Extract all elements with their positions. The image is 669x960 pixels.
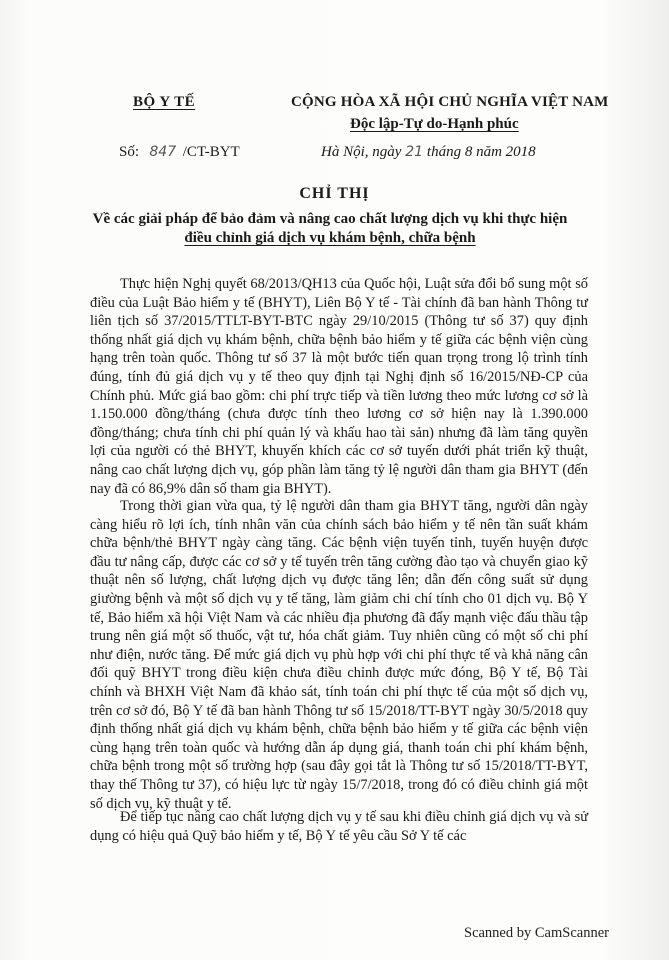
paragraph-text: Thực hiện Nghị quyết 68/2013/QH13 của Quốc hội, Luật sửa đổi bổ sung một số điều của Luật Bảo hiểm y tế (BHYT), Liên Bộ Y tế - Tài chính đã ban hành Thông tư liên tịch số 37/2015/TTLT-BYT-BTC ngày 29/10/2015 (Thông tư số 37) quy định thống nhất giá dịch vụ khám bệnh, chữa bệnh bảo hiểm y tế giữa các bệnh viện cùng hạng trên toàn quốc. Thông tư số 37 là một bước tiến quan trọng trong lộ trình tính đúng, tính đủ giá dịch vụ y tế theo quy định tại Nghị định số 16/2015/NĐ-CP của Chính phủ. Mức giá bao gồm: chi phí trực tiếp và tiền lương theo mức lương cơ sở là 1.150.000 đồng/tháng (chưa được tính theo lương cơ sở hiện nay là 1.390.000 đồng/tháng; chưa tính chi phí quản lý và khấu hao tài sản) nhưng đã làm tăng quyền lợi của người có thẻ BHYT, khuyến khích các cơ sở tuyến dưới phát triển kỹ thuật, nâng cao chất lượng dịch vụ, góp phần làm tăng tỷ lệ người dân tham gia BHYT (đến nay đã có 86,9% dân số tham gia BHYT). xyxy=(90,276,588,497)
paragraph-text: Để tiếp tục nâng cao chất lượng dịch vụ y tế sau khi điều chỉnh giá dịch vụ và sử dụng có hiệu quả Quỹ bảo hiểm y tế, Bộ Y tế yêu cầu Sở Y tế các xyxy=(90,809,588,844)
paragraph-1 xyxy=(90,275,588,498)
date-suffix: tháng 8 năm 2018 xyxy=(426,144,536,160)
document-number xyxy=(119,144,240,161)
document-title: CHỈ THỊ xyxy=(299,185,370,202)
issuing-agency: BỘ Y TẾ xyxy=(133,94,196,110)
doc-no-suffix: /CT-BYT xyxy=(182,144,240,160)
doc-no-handwritten: 847 xyxy=(149,144,177,160)
subtitle-line-2: điều chỉnh giá dịch vụ khám bệnh, chữa bệnh xyxy=(184,230,476,246)
doc-no-label: Số: xyxy=(119,144,140,160)
national-motto: Độc lập-Tự do-Hạnh phúc xyxy=(350,116,519,132)
paragraph-2 xyxy=(90,497,588,813)
paragraph-text: Trong thời gian vừa qua, tỷ lệ người dân tham gia BHYT tăng, người dân ngày càng hiểu rõ lợi ích, tính nhân văn của chính sách bảo hiểm y tế nên tần suất khám chữa bệnh/thẻ BHYT ngày càng tăng. Các bệnh viện tuyến tỉnh, tuyến huyện được đầu tư nâng cấp, được các cơ sở y tế tuyến trên tăng cường đào tạo và chuyển giao kỹ thuật nên số lượng, chất lượng dịch vụ được tăng lên; dẫn đến công suất sử dụng giường bệnh và một số dịch vụ y tế tăng, làm giảm chi chí tính cho 01 dịch vụ. Bộ Y tế, Bảo hiểm xã hội Việt Nam và các nhiều địa phương đã đẩy mạnh việc đấu thầu tập trung nên giá một số thuốc, vật tư, hóa chất giảm. Tuy nhiên cũng có một số chi phí như điện, nước tăng. Để mức giá dịch vụ phù hợp với chi phí thực tế và khả năng cân đối quỹ BHYT trong điều kiện chưa điều chỉnh được mức đóng, Bộ Y tế, Bộ Tài chính và BHXH Việt Nam đã khảo sát, tính toán chi phí thực tế của một số dịch vụ, trên cơ sở đó, Bộ Y tế đã ban hành Thông tư số 15/2018/TT-BYT ngày 30/5/2018 quy định thống nhất giá dịch vụ khám bệnh, chữa bệnh bảo hiểm y tế giữa các bệnh viện cùng hạng trên toàn quốc và hướng dẫn áp dụng giá, thanh toán chi phí khám bệnh, chữa bệnh trong một số trường hợp (sau đây gọi tắt là Thông tư số 15/2018/TT-BYT, thay thế Thông tư 37), có hiệu lực từ ngày 15/7/2018, trong đó có điều chỉnh giá một số dịch vụ, kỹ thuật y tế. xyxy=(90,498,588,812)
issue-date xyxy=(321,144,536,161)
subtitle-line-1: Về các giải pháp để bảo đảm và nâng cao chất lượng dịch vụ khi thực hiện xyxy=(92,211,568,227)
national-title: CỘNG HÒA XÃ HỘI CHỦ NGHĨA VIỆT NAM xyxy=(291,94,609,110)
date-prefix: Hà Nội, ngày xyxy=(321,144,402,160)
scanner-watermark: Scanned by CamScanner xyxy=(464,925,609,941)
paragraph-3 xyxy=(90,808,588,845)
date-day-handwritten: 21 xyxy=(405,144,424,160)
document-subtitle xyxy=(60,210,600,248)
